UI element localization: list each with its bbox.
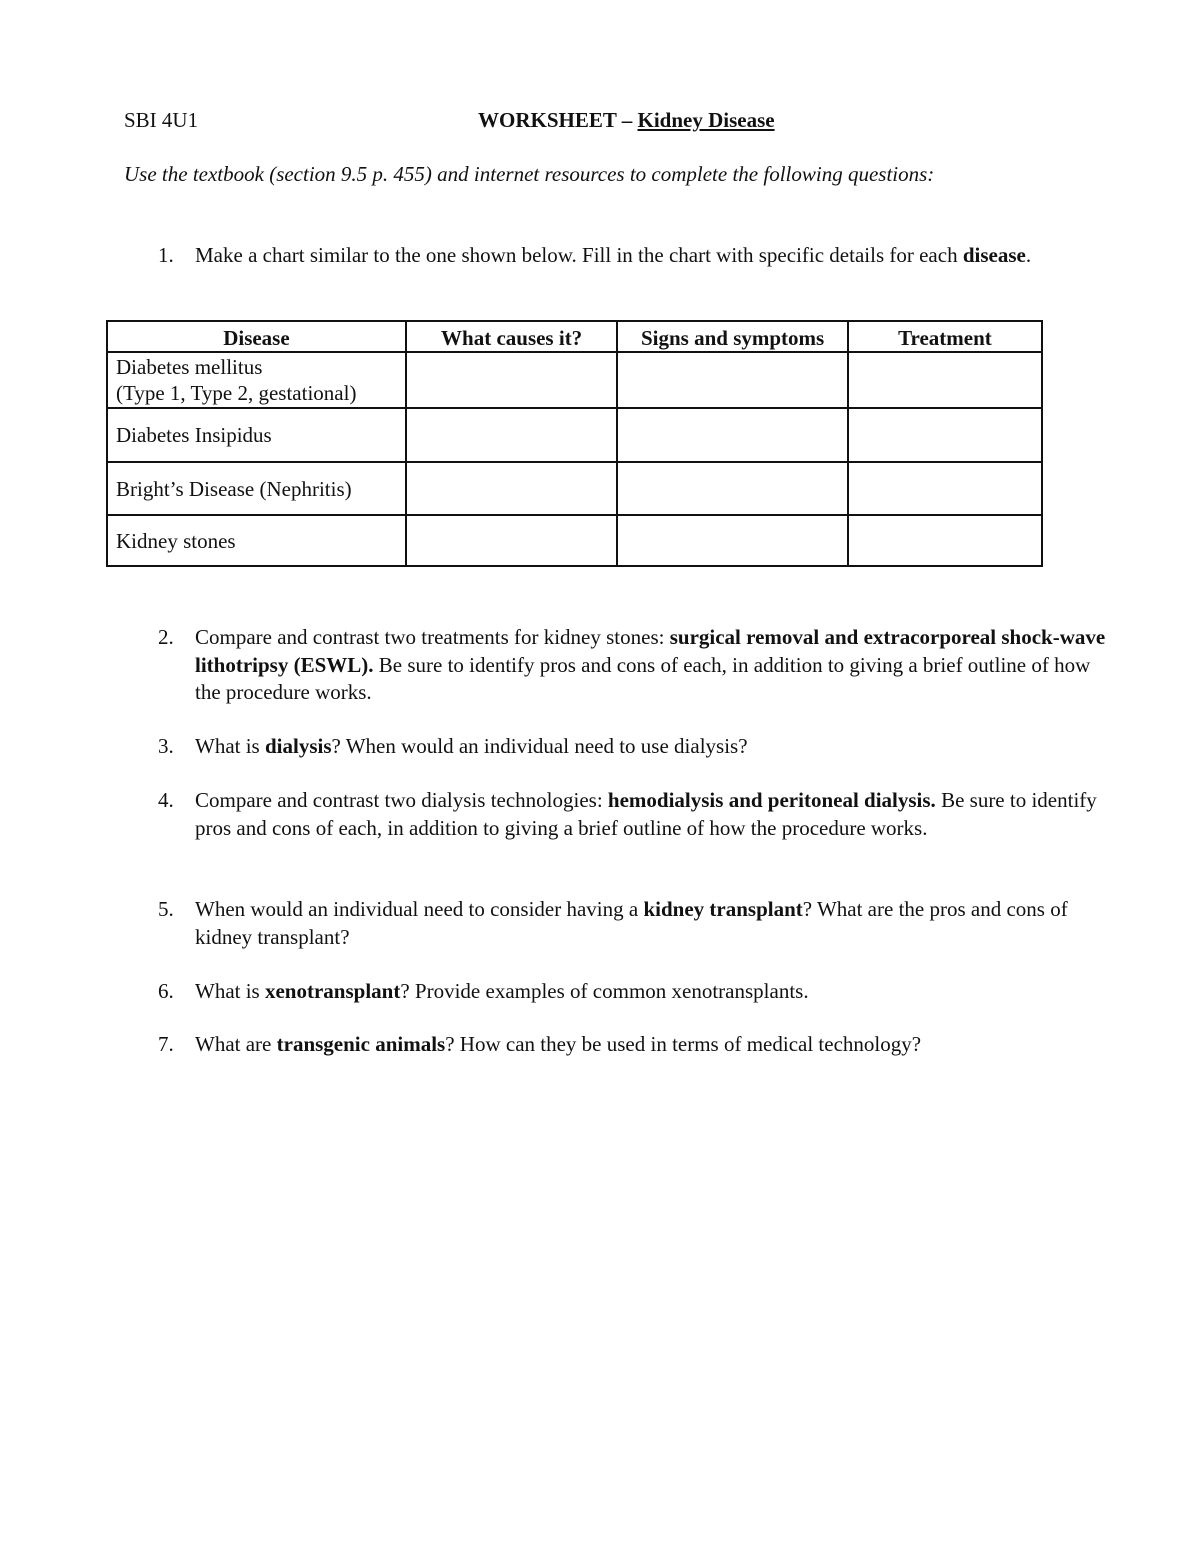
question-number: 1. — [158, 243, 174, 267]
course-code: SBI 4U1 — [124, 108, 199, 132]
symptoms-cell — [617, 462, 848, 515]
question-number: 3. — [158, 734, 174, 758]
instructions: Use the textbook (section 9.5 p. 455) and internet resources to complete the following questions: — [124, 162, 935, 186]
question-5 — [158, 896, 1118, 951]
question-text: What is dialysis? When would an individual need to use dialysis? — [195, 734, 748, 758]
question-number: 2. — [158, 625, 174, 649]
question-text: Compare and contrast two treatments for kidney stones: surgical removal and extracorporeal shock-wave lithotripsy (ESWL). Be sure to identify pros and cons of each, in addition to giving a brief outline of how the procedure works. — [195, 625, 1106, 704]
causes-cell — [406, 352, 617, 408]
question-text: Compare and contrast two dialysis technologies: hemodialysis and peritoneal dialysis. Be sure to identify pros and cons of each, in addition to giving a brief outline of how the procedure works. — [195, 788, 1097, 840]
question-text: What are transgenic animals? How can they be used in terms of medical technology? — [195, 1032, 922, 1056]
table-row — [107, 515, 1042, 566]
question-1 — [158, 242, 1118, 270]
disease-cell: Diabetes mellitus (Type 1, Type 2, gestational) — [107, 352, 406, 408]
question-6 — [158, 978, 1118, 1006]
disease-chart — [106, 320, 1043, 567]
disease-cell: Diabetes Insipidus — [107, 408, 406, 462]
table-header-row — [107, 321, 1042, 352]
treatment-cell — [848, 352, 1042, 408]
question-text: Make a chart similar to the one shown below. Fill in the chart with specific details for each disease. — [195, 243, 1032, 267]
causes-cell — [406, 408, 617, 462]
title-prefix: WORKSHEET – — [478, 108, 638, 132]
question-number: 4. — [158, 788, 174, 812]
treatment-cell — [848, 515, 1042, 566]
header-disease: Disease — [107, 321, 406, 352]
symptoms-cell — [617, 515, 848, 566]
worksheet-title — [478, 108, 775, 133]
header-causes: What causes it? — [406, 321, 617, 352]
question-7 — [158, 1031, 1118, 1059]
disease-cell: Kidney stones — [107, 515, 406, 566]
title-topic: Kidney Disease — [637, 108, 775, 132]
question-2 — [158, 624, 1118, 707]
header-treatment: Treatment — [848, 321, 1042, 352]
question-number: 7. — [158, 1032, 174, 1056]
table-row — [107, 408, 1042, 462]
question-3 — [158, 733, 1118, 761]
question-text: What is xenotransplant? Provide examples of common xenotransplants. — [195, 979, 809, 1003]
question-text: When would an individual need to consider having a kidney transplant? What are the pros and cons of kidney transplant? — [195, 897, 1068, 949]
question-4 — [158, 787, 1118, 842]
disease-cell: Bright’s Disease (Nephritis) — [107, 462, 406, 515]
causes-cell — [406, 462, 617, 515]
symptoms-cell — [617, 408, 848, 462]
table-row — [107, 352, 1042, 408]
question-number: 6. — [158, 979, 174, 1003]
causes-cell — [406, 515, 617, 566]
question-number: 5. — [158, 897, 174, 921]
treatment-cell — [848, 408, 1042, 462]
treatment-cell — [848, 462, 1042, 515]
table-row — [107, 462, 1042, 515]
header-symptoms: Signs and symptoms — [617, 321, 848, 352]
symptoms-cell — [617, 352, 848, 408]
